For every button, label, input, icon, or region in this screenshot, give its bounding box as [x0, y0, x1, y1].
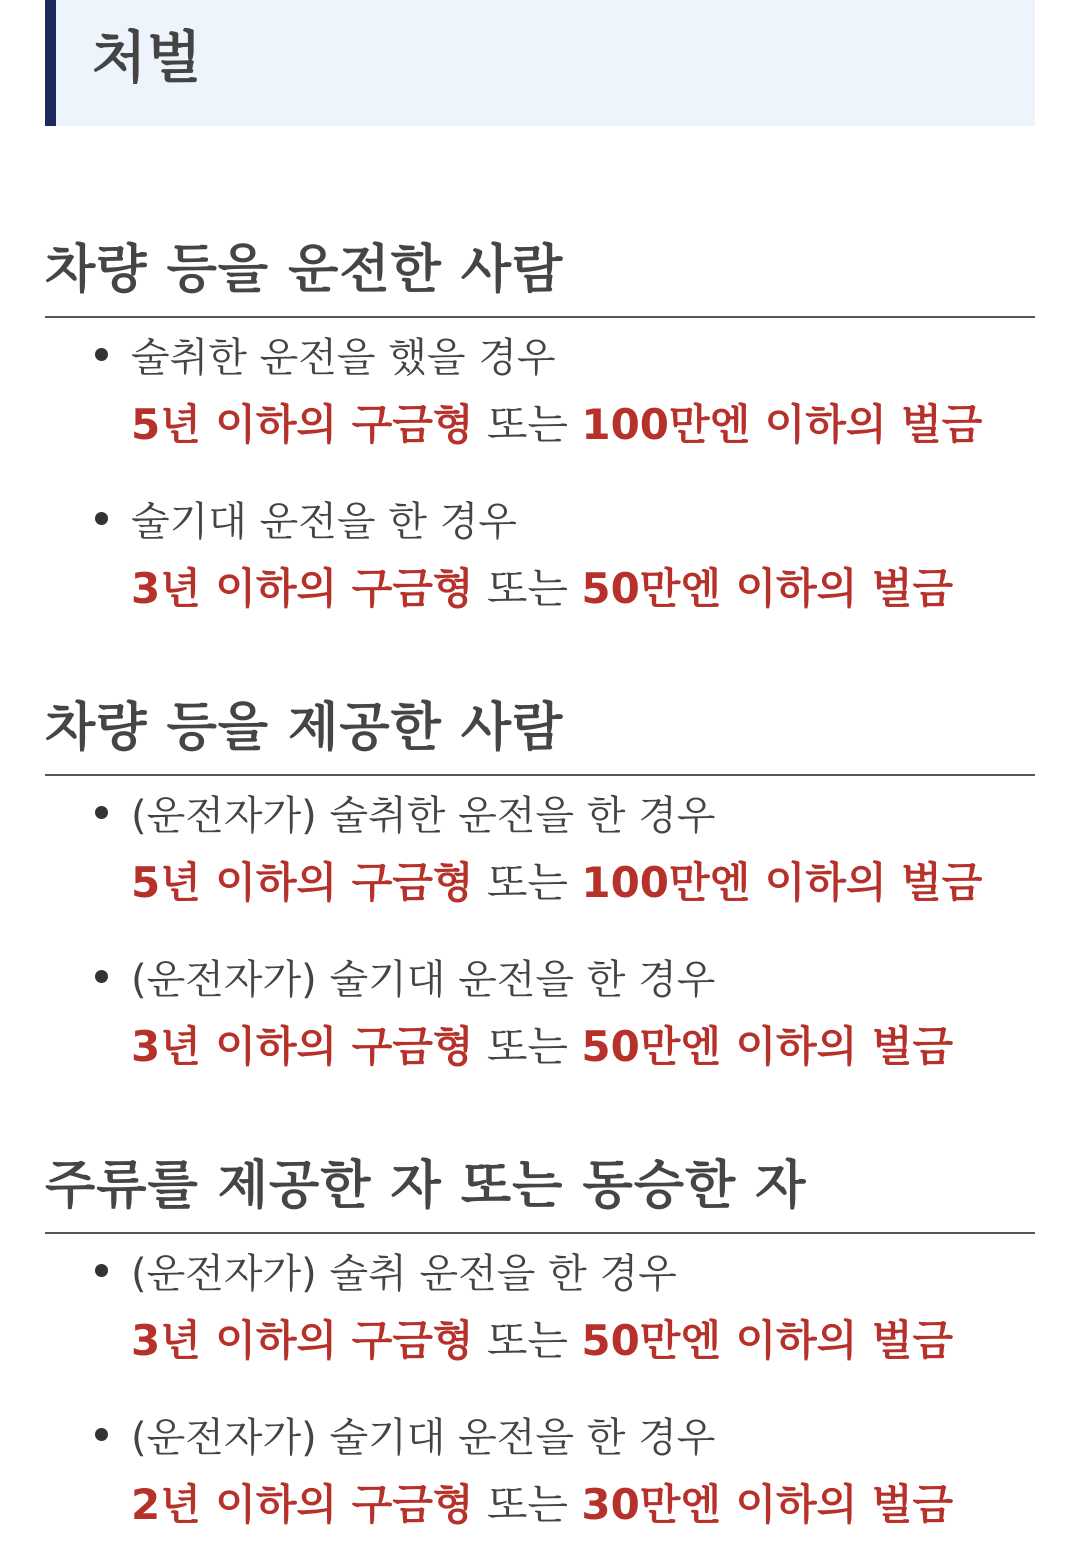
- list-item: [95, 490, 1035, 618]
- item-penalty: [95, 386, 1035, 454]
- prison-term: 3년 이하의 구금형: [131, 1022, 474, 1071]
- prison-term: 5년 이하의 구금형: [131, 858, 474, 907]
- item-penalty: [95, 1466, 1035, 1534]
- prison-term: 2년 이하의 구금형: [131, 1480, 474, 1529]
- conjunction: 또는: [486, 1022, 568, 1071]
- fine-amount: 50만엔 이하의 벌금: [581, 1316, 954, 1365]
- item-description: (운전자가) 술취 운전을 한 경우: [131, 1251, 677, 1297]
- header-box: [45, 0, 1035, 126]
- prison-term: 3년 이하의 구금형: [131, 1316, 474, 1365]
- list-item: [95, 1242, 1035, 1370]
- conjunction: 또는: [486, 858, 568, 907]
- bullet-icon: [95, 1264, 108, 1277]
- conjunction: 또는: [486, 1480, 568, 1529]
- list-item: [95, 1406, 1035, 1534]
- list-item: [95, 326, 1035, 454]
- item-penalty: [95, 844, 1035, 912]
- bullet-icon: [95, 1428, 108, 1441]
- section-vehicle-provider: [45, 696, 1035, 1076]
- item-description: (운전자가) 술취한 운전을 한 경우: [131, 793, 716, 839]
- fine-amount: 30만엔 이하의 벌금: [581, 1480, 954, 1529]
- item-penalty: [95, 1302, 1035, 1370]
- bullet-icon: [95, 806, 108, 819]
- item-description: 술취한 운전을 했을 경우: [131, 335, 556, 381]
- bullet-icon: [95, 512, 108, 525]
- section-title: 주류를 제공한 자 또는 동승한 자: [45, 1154, 1035, 1234]
- item-penalty: [95, 550, 1035, 618]
- list-item: [95, 948, 1035, 1076]
- section-driver: [45, 238, 1035, 618]
- page-title: 처벌: [92, 26, 203, 91]
- prison-term: 3년 이하의 구금형: [131, 564, 474, 613]
- item-description: (운전자가) 술기대 운전을 한 경우: [131, 1415, 716, 1461]
- section-title: 차량 등을 운전한 사람: [45, 238, 1035, 318]
- fine-amount: 50만엔 이하의 벌금: [581, 564, 954, 613]
- bullet-icon: [95, 348, 108, 361]
- conjunction: 또는: [486, 564, 568, 613]
- section-title: 차량 등을 제공한 사람: [45, 696, 1035, 776]
- item-description: 술기대 운전을 한 경우: [131, 499, 517, 545]
- bullet-icon: [95, 970, 108, 983]
- fine-amount: 100만엔 이하의 벌금: [581, 400, 983, 449]
- fine-amount: 100만엔 이하의 벌금: [581, 858, 983, 907]
- item-penalty: [95, 1008, 1035, 1076]
- section-alcohol-provider: [45, 1154, 1035, 1534]
- item-description: (운전자가) 술기대 운전을 한 경우: [131, 957, 716, 1003]
- list-item: [95, 784, 1035, 912]
- conjunction: 또는: [486, 1316, 568, 1365]
- conjunction: 또는: [486, 400, 568, 449]
- prison-term: 5년 이하의 구금형: [131, 400, 474, 449]
- fine-amount: 50만엔 이하의 벌금: [581, 1022, 954, 1071]
